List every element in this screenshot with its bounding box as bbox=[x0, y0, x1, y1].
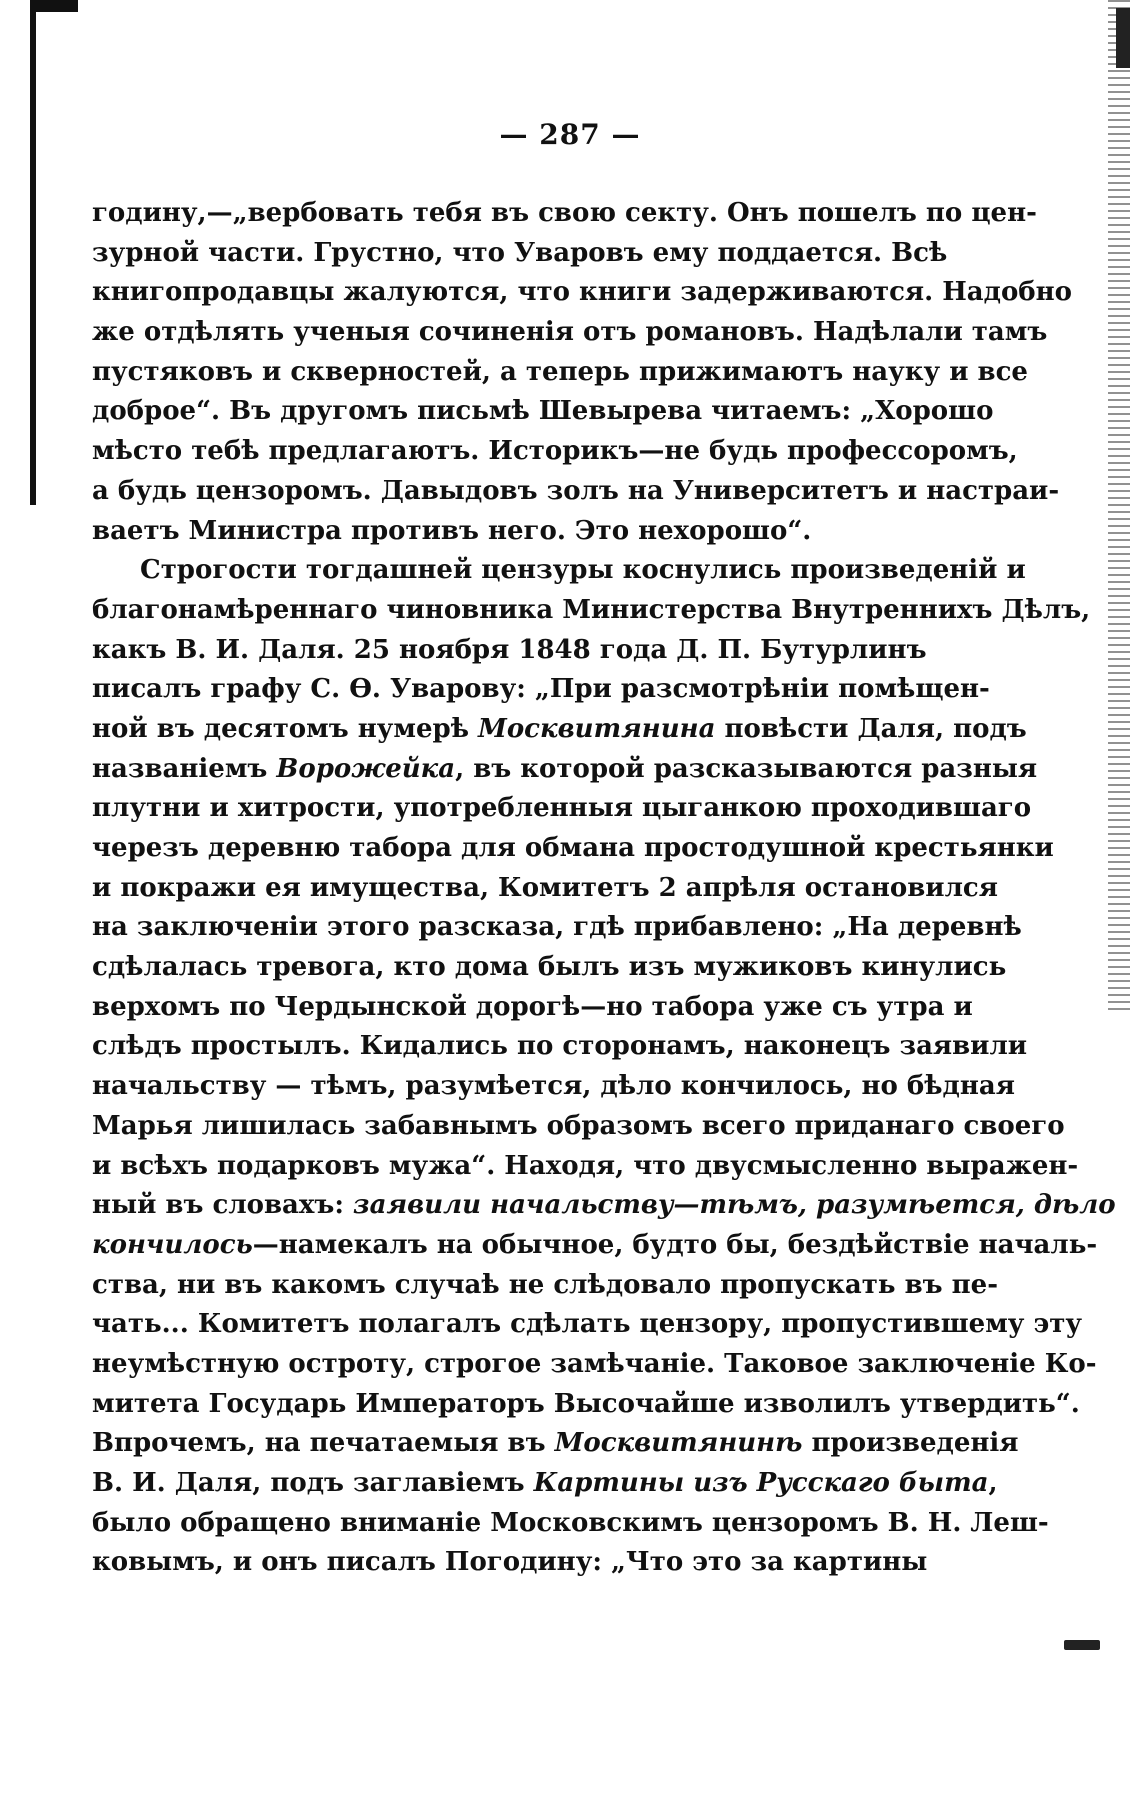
text-line: верхомъ по Чердынской дорогѣ—но табора уже съ утра и bbox=[92, 991, 973, 1022]
text-line bbox=[92, 750, 1038, 790]
italic-text-run: Картины изъ Русскаго быта bbox=[533, 1468, 989, 1498]
text-line bbox=[92, 1226, 1098, 1266]
text-line: ваетъ Министра противъ него. Это нехорошо“. bbox=[92, 515, 812, 546]
scan-edge-left-top bbox=[30, 0, 78, 12]
italic-text-run: Ворожейка bbox=[276, 753, 456, 784]
text-line: и всѣхъ подарковъ мужа“. Находя, что двусмысленно выражен- bbox=[92, 1150, 1079, 1181]
text-line: годину,—„вербовать тебя въ свою секту. Онъ пошелъ по цен- bbox=[92, 198, 1037, 228]
scan-edge-right-top bbox=[1116, 8, 1130, 68]
text-line: сдѣлалась тревога, кто дома былъ изъ мужиковъ кинулись bbox=[92, 952, 1007, 983]
text-line: было обращено вниманіе Московскимъ цензоромъ В. Н. Леш- bbox=[92, 1507, 1049, 1538]
text-line: писалъ графу С. Ѳ. Уварову: „При разсмотрѣніи помѣщен- bbox=[92, 674, 990, 705]
body-text bbox=[92, 194, 1116, 1583]
text-run: ной bbox=[92, 713, 157, 744]
text-line: ковымъ, и онъ писалъ Погодину: „Что это за картины bbox=[92, 1547, 928, 1578]
text-line: книгопродавцы жалуются, что книги задерживаются. Надобно bbox=[92, 277, 1073, 308]
scan-mark bbox=[1064, 1640, 1100, 1650]
italic-text-run: Москвитянина bbox=[478, 713, 716, 744]
text-line: неумѣстную остроту, строгое замѣчаніе. Таковое заключеніе Ко- bbox=[92, 1348, 1097, 1379]
italic-text-run: Москвитянинѣ bbox=[554, 1428, 803, 1459]
text-line: и покражи ея имущества, Комитетъ 2 апрѣля остановился bbox=[92, 872, 998, 903]
text-line: черезъ деревню табора для обмана простодушной крестьянки bbox=[92, 833, 1054, 863]
text-run: —намекалъ на обычное, будто бы, бездѣйствіе началь- bbox=[252, 1229, 1098, 1260]
text-line bbox=[92, 710, 1027, 750]
text-line: пустяковъ и скверностей, а теперь прижимаютъ науку и все bbox=[92, 356, 1028, 387]
text-line: слѣдъ простылъ. Кидались по сторонамъ, наконецъ заявили bbox=[92, 1031, 1028, 1062]
text-line: митета Государь Императоръ Высочайше изволилъ утвердить“. bbox=[92, 1388, 1080, 1419]
text-run: въ десятомъ нумерѣ bbox=[156, 713, 479, 744]
text-run: произведенія bbox=[802, 1428, 1019, 1459]
text-run: , bbox=[988, 1468, 998, 1498]
italic-text-run: заявили начальству—тѣмъ, разумѣется, дѣло bbox=[353, 1190, 1116, 1221]
italic-text-run: кончилось bbox=[92, 1229, 253, 1260]
text-line: чать... Комитетъ полагалъ сдѣлать цензору, пропустившему эту bbox=[92, 1309, 1083, 1340]
text-line: плутни и хитрости, употребленныя цыганкою проходившаго bbox=[92, 793, 1032, 824]
text-line: Строгости тогдашней цензуры коснулись произведеній и bbox=[140, 555, 1026, 586]
text-line bbox=[92, 1464, 998, 1504]
text-run: названіемъ bbox=[92, 753, 277, 784]
text-line: доброе“. Въ другомъ письмѣ Шевырева читаемъ: „Хорошо bbox=[92, 396, 994, 427]
text-line bbox=[92, 1424, 1019, 1464]
text-line: благонамѣреннаго чиновника Министерства Внутреннихъ Дѣлъ, bbox=[92, 594, 1091, 625]
scan-edge-right bbox=[1108, 0, 1130, 1010]
text-line: а будь цензоромъ. Давыдовъ золъ на Университетъ и настраи- bbox=[92, 475, 1060, 506]
scan-edge-left bbox=[30, 0, 36, 505]
text-run: повѣсти Даля, подъ bbox=[715, 713, 1027, 744]
text-line: же отдѣлять ученыя сочиненія отъ романовъ. Надѣлали тамъ bbox=[92, 317, 1048, 348]
text-line: мѣсто тебѣ предлагаютъ. Историкъ—не будь профессоромъ, bbox=[92, 436, 1018, 467]
text-run: , въ которой разсказываются разныя bbox=[455, 753, 1038, 784]
text-run: ный въ словахъ: bbox=[92, 1190, 354, 1221]
page-number: — 287 — bbox=[499, 118, 641, 151]
text-run: Впрочемъ, на печатаемыя въ bbox=[92, 1428, 555, 1459]
text-run: В. И. Даля, подъ заглавіемъ bbox=[92, 1468, 534, 1498]
text-line: на заключеніи этого разсказа, гдѣ прибавлено: „На деревнѣ bbox=[92, 912, 1022, 943]
text-line: какъ В. И. Даля. 25 ноября 1848 года Д. П. Бутурлинъ bbox=[92, 634, 927, 665]
text-line: начальству — тѣмъ, разумѣется, дѣло кончилось, но бѣдная bbox=[92, 1071, 1015, 1102]
text-line: ства, ни въ какомъ случаѣ не слѣдовало пропускать въ пе- bbox=[92, 1269, 999, 1300]
text-line bbox=[92, 1186, 1116, 1226]
text-line: Марья лишилась забавнымъ образомъ всего приданаго своего bbox=[92, 1110, 1065, 1141]
text-line: зурной части. Грустно, что Уваровъ ему поддается. Всѣ bbox=[92, 237, 948, 268]
